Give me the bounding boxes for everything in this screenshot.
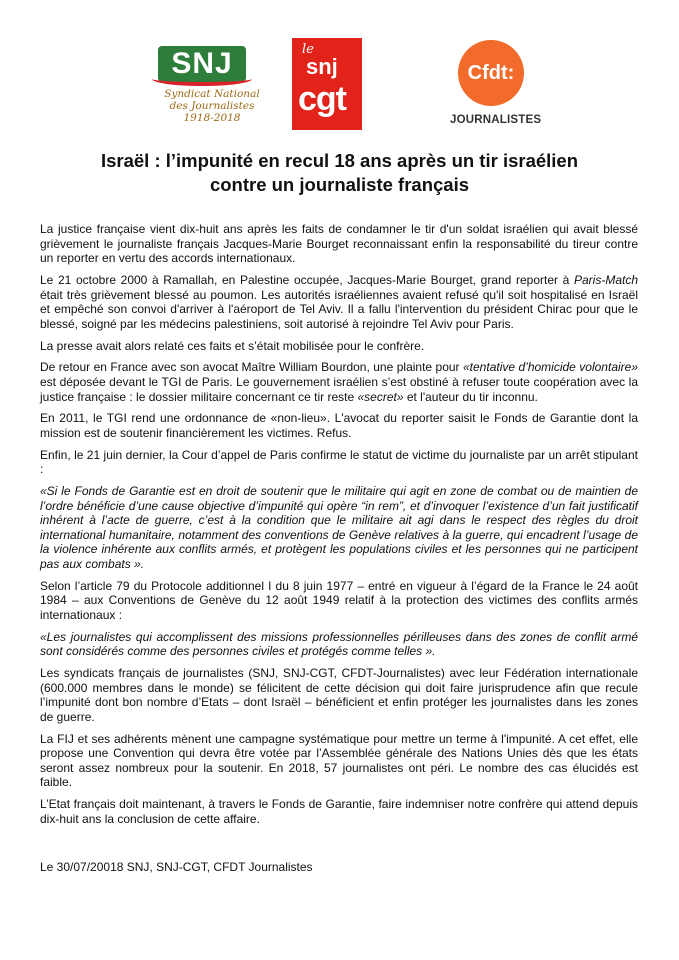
paragraph-10: Les syndicats français de journalistes (SNJ, SNJ-CGT, CFDT-Journalistes) avec leur Fédération internationale (600.000 membres dans le monde) se félicitent de cette décision qui doit faire jurisprudence afin que recule l’impunité dont bon nombre d’Etats – dont Israël – bénéficient et enfin protéger les journalistes dans les zones de guerre.: [40, 666, 638, 724]
paragraph-8: Selon l’article 79 du Protocole additionnel I du 8 juin 1977 – entré en vigueur à l’égard de la France le 24 août 1984 – aux Conventions de Genève du 12 août 1949 relatif à la protection des victimes des conflits armés internationaux :: [40, 578, 638, 622]
paragraph-2: [40, 273, 638, 331]
document-title: [40, 149, 639, 197]
paragraph-2-text-a: Le 21 octobre 2000 à Ramallah, en Palestine occupée, Jacques-Marie Bourget, grand reporter à: [40, 272, 574, 287]
paragraph-4-text-c: et l'auteur du tir inconnu.: [403, 389, 538, 404]
paragraph-5: En 2011, le TGI rend une ordonnance de «non-lieu». L'avocat du reporter saisit le Fonds de Garantie dont la mission est de soutenir financièrement les victimes. Refus.: [40, 411, 638, 440]
cfdt-logo: [450, 40, 542, 136]
paragraph-2-text-b: était très grièvement blessé au poumon. Les autorités israéliennes avaient refusé qu'il soit hospitalisé en Israël et empêché son convoi d'arriver à l'aéroport de Tel Aviv. Il a fallu l'intervention du président Chirac pour que le blessé, soigné par les médecins palestiniens, soit autorisé à rejoindre Tel Aviv pour Paris.: [40, 287, 638, 331]
cgt-logo-le: le: [302, 42, 314, 57]
paragraph-9-quote: «Les journalistes qui accomplissent des missions professionnelles périlleuses dans des zones de conflit armé sont considérés comme des personnes civiles et protégés comme telles ».: [40, 629, 638, 659]
signature-line: Le 30/07/20018 SNJ, SNJ-CGT, CFDT Journalistes: [40, 860, 313, 874]
snj-logo-line2: des Journalistes: [169, 100, 255, 112]
snj-logo-line1: Syndicat National: [164, 88, 260, 100]
paragraph-4: [40, 360, 638, 404]
cgt-logo-snj: snj: [306, 54, 338, 79]
paragraph-2-emphasis: Paris-Match: [573, 272, 638, 287]
paragraph-11: La FIJ et ses adhérents mènent une campagne systématique pour mettre un terme à l'impunité. A cet effet, elle propose une Convention qui devra être votée par l’Assemblée générale des Nations Unies dès que les états seront assez nombreux pour la soutenir. En 2018, 57 journalistes ont péri. Le nombre des cas élucidés est faible.: [40, 731, 638, 790]
snj-logo: [152, 46, 262, 138]
title-line-2: contre un journaliste français: [209, 174, 470, 195]
cfdt-logo-circle: [458, 40, 524, 106]
paragraph-6: Enfin, le 21 juin dernier, la Cour d’appel de Paris confirme le statut de victime du journaliste par un arrêt stipulant :: [40, 447, 638, 477]
paragraph-4-emphasis-2: «secret»: [357, 389, 404, 404]
snj-logo-line3: 1918-2018: [183, 112, 241, 124]
title-line-1: Israël : l’impunité en recul 18 ans après un tir israélien: [100, 150, 579, 171]
snj-logo-swoosh: [152, 72, 252, 86]
cgt-logo-cgt: cgt: [298, 80, 346, 118]
paragraph-1: La justice française vient dix-huit ans après les faits de condamner le tir d'un soldat israélien qui avait blessé grièvement le journaliste français Jacques-Marie Bourget reconnaissant enfin la responsabilité du tireur contre un reporter en vertu des accords internationaux.: [40, 222, 638, 266]
snj-logo-subtitle: [162, 88, 262, 124]
cfdt-logo-subtitle: JOURNALISTES: [450, 114, 542, 126]
paragraph-3: La presse avait alors relaté ces faits et s’était mobilisée pour le confrère.: [40, 338, 425, 353]
paragraph-4-text-a: De retour en France avec son avocat Maître William Bourdon, une plainte pour: [40, 360, 463, 375]
paragraph-4-emphasis: «tentative d’homicide volontaire»: [463, 360, 638, 375]
document-body: [40, 222, 638, 834]
cfdt-logo-name: Cfdt:: [467, 61, 515, 84]
logo-bar: [0, 38, 679, 138]
paragraph-12: L’Etat français doit maintenant, à travers le Fonds de Garantie, faire indemniser notre confrère qui attend depuis dix-huit ans la conclusion de cette affaire.: [40, 797, 638, 826]
snj-cgt-logo: [292, 38, 362, 130]
snj-logo-name: SNJ: [171, 47, 233, 80]
paragraph-7-quote: «Si le Fonds de Garantie est en droit de soutenir que le militaire qui agit en zone de combat ou de maintien de l’ordre bénéficie d’une cause objective d’impunité qui opère “in rem”, et d’invoquer l’existence d’un fait justificatif inhérent à l’acte de guerre, c’est à la condition que le militaire ait agi dans le respect des règles du droit international humanitaire, notamment des conventions de Genève relatives à la guerre, qui encadrent l’usage de la violence inhérente aux conflits armés, et protègent les populations civiles et les personnes qui ne participent pas aux combats ».: [40, 484, 638, 571]
paragraph-4-text-b: est déposée devant le TGI de Paris. Le gouvernement israélien s’est obstiné à refuser toute coopération avec la justice française : le dossier militaire concernant ce tir reste: [40, 374, 638, 404]
